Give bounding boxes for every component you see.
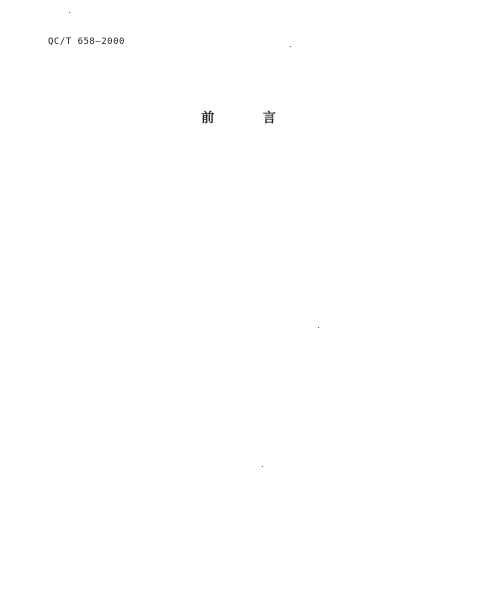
body-paragraph xyxy=(54,213,444,225)
scan-speck xyxy=(69,12,70,13)
body-paragraph xyxy=(54,163,444,175)
body-paragraph xyxy=(54,175,444,187)
document-body xyxy=(54,150,444,226)
standard-code: QC/T 658—2000 xyxy=(48,37,125,47)
body-paragraph xyxy=(54,201,444,213)
scan-speck xyxy=(290,46,291,47)
scan-speck xyxy=(318,327,319,328)
scan-speck xyxy=(262,466,263,467)
body-paragraph xyxy=(54,150,444,162)
body-paragraph xyxy=(54,188,444,200)
document-title: 前 言 xyxy=(201,111,298,126)
